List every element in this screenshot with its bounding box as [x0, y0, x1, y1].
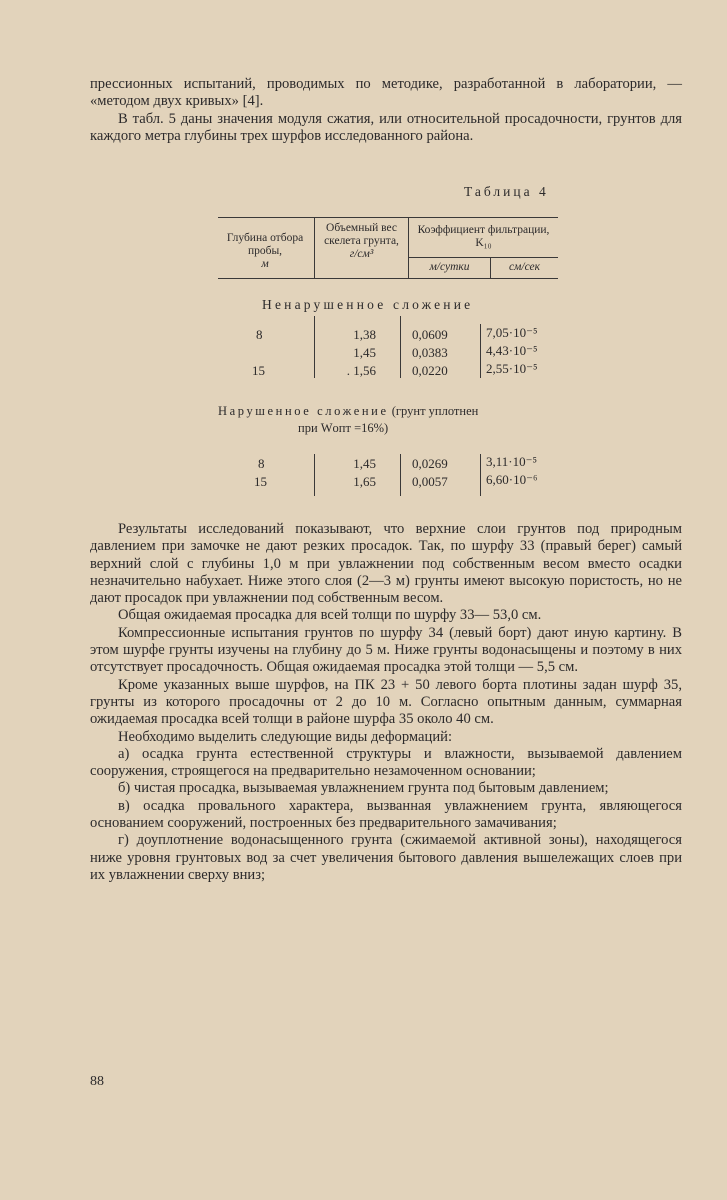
section-disturbed-condition: при Wопт =16%): [298, 421, 389, 435]
table-divider: [480, 454, 481, 496]
table-cell-weight: 1,38: [353, 327, 376, 342]
table-cell-depth: 15: [252, 363, 265, 378]
table-cell-depth: 8: [258, 456, 265, 471]
table-coef-rule: [409, 257, 558, 258]
body-text: [90, 521, 682, 884]
table-caption: Таблица 4: [464, 184, 549, 199]
table-divider: [400, 316, 401, 378]
body-paragraph: Общая ожидаемая просадка для всей толщи по шурфу 33— 53,0 см.: [118, 607, 542, 624]
intro-paragraph-1: прессионных испытаний, проводимых по методике, разработанной в лаборатории, — «методом двух кривых» [4].: [90, 76, 682, 110]
table-divider: [314, 316, 315, 378]
table-cell-cm-sec: 2,55·10⁻⁵: [486, 361, 538, 376]
table-cell-cm-sec: 6,60·10⁻⁶: [486, 472, 538, 487]
deformation-item-a: а) осадка грунта естественной структуры и влажности, вызываемой давлением сооружения, строящегося на предварительно незамоченном основании;: [90, 745, 682, 780]
table-cell-depth: 8: [256, 327, 263, 342]
table-cell-cm-sec: 7,05·10⁻⁵: [486, 325, 538, 340]
section-undisturbed: Ненарушенное сложение: [262, 297, 474, 312]
body-paragraph: Необходимо выделить следующие виды деформаций:: [118, 728, 453, 745]
intro-paragraph-2: В табл. 5 даны значения модуля сжатия, или относительной просадочности, грунтов для каждого метра глубины трех шурфов исследованного района.: [90, 110, 682, 144]
table-cell-m-day: 0,0383: [412, 345, 448, 360]
body-paragraph: Результаты исследований показывают, что верхние слои грунтов под природным давлением при замочке не дают резких просадок. Так, по шурфу 33 (правый берег) самый верхний слой с глубины 1,0 м при увлажнении под собственным весом вместо осадки незначительно набухает. Ниже этого слоя (2—3 м) грунты имеют высокую пористость, но не дают просадок при увлажнении под собственным весом.: [90, 521, 682, 607]
table-cell-weight: 1,65: [353, 474, 376, 489]
intro-text: [90, 76, 682, 145]
table-cell-m-day: 0,0609: [412, 327, 448, 342]
table-cell-weight: 1,45: [353, 456, 376, 471]
table-cell-weight: . 1,56: [346, 363, 376, 378]
table-cell-cm-sec: 3,11·10⁻⁵: [486, 454, 537, 469]
header-unit-cm-sec: см/сек: [508, 261, 541, 273]
table-cell-cm-sec: 4,43·10⁻⁵: [486, 343, 538, 358]
table-cell-m-day: 0,0057: [412, 474, 448, 489]
table-divider: [314, 454, 315, 496]
body-paragraph: Компрессионные испытания грунтов по шурфу 34 (левый борт) дают иную картину. В этом шурфе грунты изучены на глубину до 5 м. Ниже грунты водонасыщены и поэтому в них отсутствует просадочность. Общая ожидаемая просадка этой толщи — 5,5 см.: [90, 624, 682, 676]
deformation-item-d: г) доуплотнение водонасыщенного грунта (сжимаемой активной зоны), находящегося ниже уровня грунтовых вод за счет увеличения бытового давления вышележащих слоев при их увлажнении сверху вниз;: [90, 832, 682, 883]
body-paragraph: Кроме указанных выше шурфов, на ПК 23 + 50 левого борта плотины задан шурф 35, грунты из которого просадочны от 2 до 10 м. Согласно опытным данным, суммарная ожидаемая просадка всей толщи в районе шурфа 35 около 40 см.: [90, 676, 682, 728]
section-disturbed: Нарушенное сложение (грунт уплотнен: [218, 404, 479, 418]
table-cell-m-day: 0,0220: [412, 363, 448, 378]
table-header-rule: [218, 278, 558, 279]
table-divider: [400, 454, 401, 496]
header-depth: Глубина отбора пробы, м: [226, 232, 304, 270]
table-cell-m-day: 0,0269: [412, 456, 448, 471]
table-cell-weight: 1,45: [353, 345, 376, 360]
table-divider: [480, 324, 481, 378]
table-4: [218, 214, 558, 502]
header-coef: Коэффициент фильтрации, K₁₀: [417, 224, 550, 249]
table-cell-depth: 15: [254, 474, 267, 489]
page-number: 88: [90, 1074, 104, 1089]
table-top-rule: [218, 217, 558, 218]
header-unit-m-day: м/сутки: [429, 261, 470, 273]
deformation-item-b: б) чистая просадка, вызываемая увлажнением грунта под бытовым давлением;: [118, 780, 609, 797]
deformation-item-c: в) осадка провального характера, вызванная увлажнением грунта, являющегося основанием сооружений, построенных без предварительного замачивания;: [90, 797, 682, 832]
header-weight: Объемный вес скелета грунта, г/см³: [324, 222, 399, 260]
